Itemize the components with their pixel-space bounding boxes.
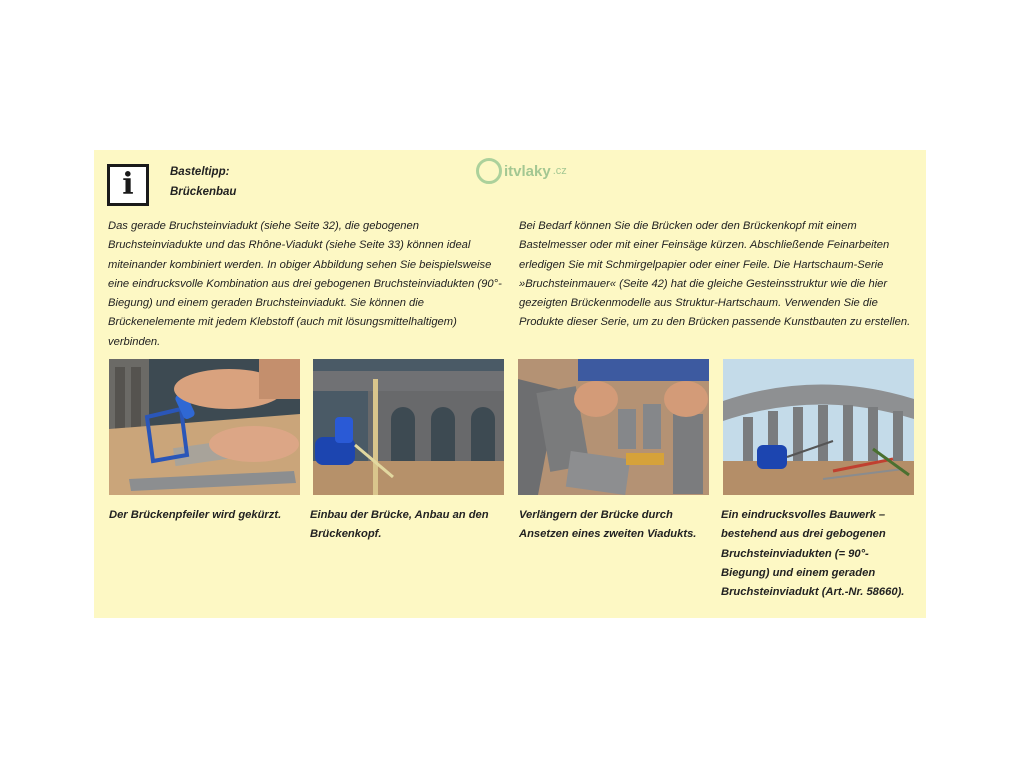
tip-panel <box>94 150 926 618</box>
tip-heading-line1: Basteltipp: <box>170 166 230 178</box>
caption-finished-viaduct: Ein eindrucksvolles Bauwerk – bestehend aus drei gebogenen Bruchsteinviadukten (= 90°-Biegung) und einem geraden Bruchsteinviadukt (Art.-Nr. 58660). <box>721 509 905 599</box>
info-icon <box>107 164 149 206</box>
watermark-brand: itvlaky <box>504 162 551 180</box>
photo-extending-bridge <box>518 359 709 495</box>
site-watermark <box>476 158 567 184</box>
caption-extending-bridge: Verlängern der Brücke durch Ansetzen eines zweiten Viadukts. <box>519 509 697 541</box>
info-glyph: i <box>122 167 134 202</box>
photo-cutting-pillar <box>109 359 300 495</box>
tip-heading-line2: Brückenbau <box>170 186 237 198</box>
photo-installing-bridge <box>313 359 504 495</box>
magnifier-icon <box>476 158 502 184</box>
photo-finished-viaduct <box>723 359 914 495</box>
intro-text-left: Das gerade Bruchsteinviadukt (siehe Seite 32), die gebogenen Bruchsteinviadukte und das Rhône-Viadukt (siehe Seite 33) können ideal miteinander kombiniert werden. In obiger Abbildung sehen Sie beispielsweise eine eindrucksvolle Kombination aus drei gebogenen Bruchsteinviadukten (90°-Biegung) und einem geraden Bruchsteinviadukt. Sie können die Brückenelemente mit jedem Klebstoff (auch mit lösungsmittelhaltigem) verbinden. <box>108 220 502 348</box>
intro-text-right: Bei Bedarf können Sie die Brücken oder den Brückenkopf mit einem Bastelmesser oder mit einer Feinsäge kürzen. Abschließende Feinarbeiten erledigen Sie mit Schmirgelpapier oder einer Feile. Die Hartschaum-Serie »Bruchsteinmauer« (Seite 42) hat die gleiche Gesteinsstruktur wie die hier gezeigten Brückenmodelle aus Struktur-Hartschaum. Verwenden Sie die Produkte dieser Serie, um zu den Brücken passende Kunstbauten zu erstellen. <box>519 220 911 329</box>
caption-cutting-pillar: Der Brückenpfeiler wird gekürzt. <box>109 509 282 521</box>
caption-installing-bridge: Einbau der Brücke, Anbau an den Brückenkopf. <box>310 509 489 541</box>
watermark-tld: .cz <box>552 165 567 177</box>
tip-heading <box>170 162 236 202</box>
